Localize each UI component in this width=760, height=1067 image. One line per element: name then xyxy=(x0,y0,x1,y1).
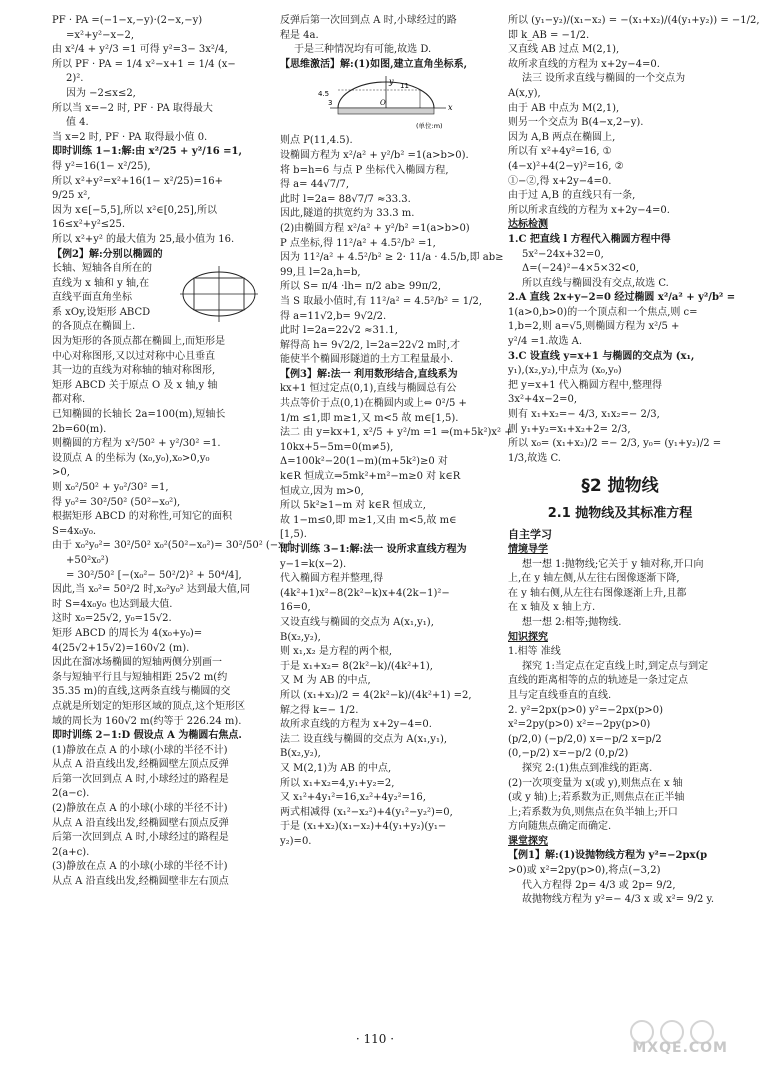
text-line: 共点等价于点(0,1)在椭圆内或上⇔ 0²/5 + xyxy=(280,398,467,410)
text-line: 【例1】解:(1)设抛物线方程为 y²=−2px(p xyxy=(508,850,708,862)
text-line: 都对称. xyxy=(52,394,86,406)
text-line: (4−x)²+4(2−y)²=16, ② xyxy=(508,160,624,172)
text-line: (2)由椭圆方程 x²/a² + y²/b² =1(a>b>0) xyxy=(280,222,470,234)
text-line: 得 y₀²= 30²/50² (50²−x₀²), xyxy=(52,496,181,508)
text-line: 解得高 h= 9√2/2, l=2a=22√2 m时,才 xyxy=(280,339,460,351)
text-line: 两式相减得 (x₁²−x₂²)+4(y₁²−y₂²)=0, xyxy=(280,806,453,818)
text-line: 其一边的直线为对称轴的轴对称图形, xyxy=(52,365,216,377)
text-line: 得 a=11√2,b= 9√2/2. xyxy=(280,310,387,322)
text-line: 1,b=2,则 a=√5,则椭圆方程为 x²/5 + xyxy=(508,321,680,333)
text-line: A(x,y), xyxy=(508,87,541,99)
text-line: 因为 A,B 两点在椭圆上, xyxy=(508,131,616,143)
text-line: 在 y 轴右侧,从左往右图像逐渐上升,且都 xyxy=(508,587,687,599)
text-line: (4k²+1)x²−8(2k²−k)x+4(2k−1)²− xyxy=(280,587,450,599)
page-number: · 110 · xyxy=(355,1032,395,1046)
text-line: 于是三种情况均有可能,故选 D. xyxy=(294,44,432,56)
text-line: 从点 A 沿直线出发,经椭圆壁右顶点反弹 xyxy=(52,817,229,829)
right-text-lines-bottom xyxy=(508,528,732,907)
text-line: 得 y²=16(1− x²/25), xyxy=(52,160,151,172)
text-line: 当 S 取最小值时,有 11²/a² = 4.5²/b² = 1/2, xyxy=(280,295,483,307)
fig2-label-3: 3 xyxy=(328,99,333,108)
text-line: 因为矩形的各顶点都在椭圆上,而矩形是 xyxy=(52,336,226,348)
text-line: 此时 l=2a=22√2 ≈31.1, xyxy=(280,325,398,337)
text-line: 矩形 ABCD 关于原点 O 及 x 轴,y 轴 xyxy=(52,379,218,391)
middle-column xyxy=(280,14,513,849)
text-line: B(x₂,y₂), xyxy=(280,631,321,643)
text-line: 所以 x₀= (x₁+x₂)/2 =− 2/3, y₀= (y₁+y₂)/2 = xyxy=(508,438,722,450)
text-line: 由 x²/4 + y²/3 =1 可得 y²=3− 3x²/4, xyxy=(52,44,228,56)
fig2-label-o: O xyxy=(380,99,386,108)
tunnel-ellipse-figure xyxy=(316,74,466,132)
text-line: 矩形 ABCD 的周长为 4(x₀+y₀)= xyxy=(52,627,203,639)
text-line: 得 a= 44√7/7, xyxy=(280,179,350,191)
text-line: (1)静放在点 A 的小球(小球的半径不计) xyxy=(52,744,228,756)
text-line: 即时训练 3−1:解:法一 设所求直线方程为 xyxy=(280,544,467,555)
text-line: 故抛物线方程为 y²=− 4/3 x 或 x²= 9/2 y. xyxy=(522,894,715,906)
text-line: 因此在溜冰场椭圆的短轴两侧分别画一 xyxy=(52,657,222,669)
text-line: 99,且 l=2a,h=b, xyxy=(280,266,361,278)
text-line: 则点 P(11,4.5). xyxy=(280,135,353,147)
text-line: =x²+y²−x−2, xyxy=(66,29,135,41)
text-line: 直线平面直角坐标 xyxy=(52,292,132,304)
text-line: 因为 x∈[−5,5],所以 x²∈[0,25],所以 xyxy=(52,204,217,216)
text-line: 直线为 x 轴和 y 轴,在 xyxy=(52,277,150,289)
text-line: 从点 A 沿直线出发,经椭圆壁左顶点反弹 xyxy=(52,759,229,771)
text-line: ①−②,得 x+2y−4=0. xyxy=(508,175,612,187)
text-line: 上,在 y 轴左侧,从左往右图像逐渐下降, xyxy=(508,573,680,585)
text-line: 已知椭圆的长轴长 2a=100(m),短轴长 xyxy=(52,409,226,421)
text-line: 所以所求直线的方程为 x+2y−4=0. xyxy=(508,204,670,216)
text-line: 自主学习 xyxy=(508,528,552,542)
text-line: 值 4. xyxy=(66,117,89,129)
text-line: 所以 5k²≥1−m 对 k∈R 恒成立, xyxy=(280,500,426,512)
right-text-lines-top xyxy=(508,14,760,466)
text-line: 又直线 AB 过点 M(2,1), xyxy=(508,44,620,56)
text-line: 代入方程得 2p= 4/3 或 2p= 9/2, xyxy=(522,879,676,891)
middle-text-lines-bottom xyxy=(280,134,513,849)
text-line: 2(a−c). xyxy=(52,788,90,800)
text-line: 法二 由 y=kx+1, x²/5 + y²/m =1 ⇒(m+5k²)x² + xyxy=(280,427,513,439)
text-line: 当 x=2 时, PF · PA 取得最小值 0. xyxy=(52,131,208,143)
text-line: >0, xyxy=(52,467,70,479)
text-line: 根据矩形 ABCD 的对称性,可知它的面积 xyxy=(52,511,232,523)
text-line: 长轴、短轴各自所在的 xyxy=(52,263,152,275)
text-line: 程是 4a. xyxy=(280,29,319,41)
middle-text-lines-top xyxy=(280,14,502,72)
text-line: Δ=(−24)²−4×5×32<0, xyxy=(522,263,640,275)
text-line: = 30²/50² [−(x₀²− 50²/2)² + 50⁴/4], xyxy=(66,569,242,581)
text-line: 从点 A 沿直线出发,经椭圆壁非左右顶点 xyxy=(52,876,229,888)
text-line: 故所求直线的方程为 x+2y−4=0. xyxy=(508,58,660,70)
text-line: +50²x₀²) xyxy=(66,554,109,566)
text-line: 于是 x₁+x₂= 8(2k²−k)/(4k²+1), xyxy=(280,660,433,672)
text-line: 想一想 2:相等;抛物线. xyxy=(522,616,622,628)
text-line: y₂)=0. xyxy=(280,835,312,847)
text-line: Δ=100k²−20(1−m)(m+5k²)≥0 对 xyxy=(280,456,448,468)
text-line: 1(a>0,b>0)的一个顶点和一个焦点,则 c= xyxy=(508,306,698,318)
text-line: 1/3,故选 C. xyxy=(508,452,561,464)
text-line: y²/4 =1.故选 A. xyxy=(508,336,583,348)
text-line: 所以有 x²+4y²=16, ① xyxy=(508,146,612,158)
text-line: y₁),(x₂,y₂),中点为 (x₀,y₀) xyxy=(508,365,622,377)
text-line: >0)或 x²=2py(p>0),将点(−3,2) xyxy=(508,865,661,877)
text-line: 所以 x₁+x₂=4,y₁+y₂=2, xyxy=(280,777,395,789)
text-line: 故 1−m≤0,即 m≥1,又由 m<5,故 m∈ xyxy=(280,514,457,526)
text-line: 于是 (x₁+x₂)(x₁−x₂)+4(y₁+y₂)(y₁− xyxy=(280,821,447,833)
text-line: 法二 设直线与椭圆的交点为 A(x₁,y₁), xyxy=(280,733,448,745)
text-line: 所以 x²+y² 的最大值为 25,最小值为 16. xyxy=(52,233,235,245)
text-line: (2)静放在点 A 的小球(小球的半径不计) xyxy=(52,803,228,815)
text-line: 恒成立,因为 m>0, xyxy=(280,485,364,497)
text-line: 又 M(2,1)为 AB 的中点, xyxy=(280,762,392,774)
text-line: PF · PA =(−1−x,−y)·(2−x,−y) xyxy=(52,15,203,26)
text-line: 5x²−24x+32=0, xyxy=(522,248,604,260)
text-line: 【例3】解:法一 利用数形结合,直线系为 xyxy=(280,368,458,380)
text-line: S=4x₀y₀. xyxy=(52,525,97,537)
text-line: 【例2】解:分别以椭圆的 xyxy=(52,248,163,260)
text-line: 设顶点 A 的坐标为 (x₀,y₀),x₀>0,y₀ xyxy=(52,452,210,464)
text-line: 直线的距离相等的点的轨迹是一条过定点 xyxy=(508,675,688,687)
text-line: 35.35 m)的直线,这两条直线与椭圆的交 xyxy=(52,686,231,698)
text-line: 情境导学 xyxy=(508,544,548,555)
text-line: 所以当 x=−2 时, PF · PA 取得最大 xyxy=(52,102,213,114)
text-line: 所以 (x₁+x₂)/2 = 4(2k²−k)/(4k²+1) =2, xyxy=(280,689,472,701)
text-line: 由于 x₀²y₀²= 30²/50² x₀²(50²−x₀²)= 30²/50² (−x₀⁴ xyxy=(52,540,292,552)
text-line: 将 b=h=6 与点 P 坐标代入椭圆方程, xyxy=(280,164,449,176)
text-line: 知识探究 xyxy=(508,631,548,643)
right-column xyxy=(508,14,760,908)
text-line: 则有 x₁+x₂=− 4/3, x₁x₂=− 2/3, xyxy=(508,409,660,421)
text-line: P 点坐标,得 11²/a² + 4.5²/b² =1, xyxy=(280,237,436,249)
left-text-lines xyxy=(52,14,292,890)
text-line: x²=2py(p>0) x²=−2py(p>0) xyxy=(508,719,651,731)
text-line: 条与短轴平行且与短轴相距 25√2 m(约 xyxy=(52,671,228,683)
text-line: 2b=60(m). xyxy=(52,423,107,435)
text-line: 这时 x₀=25√2, y₀=15√2. xyxy=(52,613,172,625)
text-line: 的各顶点在椭圆上. xyxy=(52,321,136,333)
text-line: 则 x₀²/50² + y₀²/30² =1, xyxy=(52,482,169,493)
text-line: 即时训练 2−1:D 假设点 A 为椭圆右焦点. xyxy=(52,730,242,742)
fig2-road xyxy=(338,108,434,114)
text-line: 探究 1:当定点在定直线上时,到定点与到定 xyxy=(522,660,709,672)
text-line: 则另一个交点为 B(4−x,2−y). xyxy=(508,117,644,129)
text-line: 由于 AB 中点为 M(2,1), xyxy=(508,102,620,114)
text-line: 又 M 为 AB 的中点, xyxy=(280,675,371,687)
text-line: 则 y₁+y₂=x₁+x₂+2= 2/3, xyxy=(508,423,631,435)
text-line: 法三 设所求直线与椭圆的一个交点为 xyxy=(522,73,686,85)
text-line: 此时 l=2a= 88√7/7 ≈33.3. xyxy=(280,193,411,205)
text-line: 后第一次回到点 A 时,小球经过的路程是 xyxy=(52,832,229,844)
text-line: 所以 PF · PA = 1/4 x²−x+1 = 1/4 (x− xyxy=(52,58,236,70)
text-line: 所以 x²+y²=x²+16(1− x²/25)=16+ xyxy=(52,175,223,187)
text-line: 把 y=x+1 代入椭圆方程中,整理得 xyxy=(508,379,662,391)
text-line: 即 k_AB = −1/2. xyxy=(508,29,590,41)
text-line: 设椭圆方程为 x²/a² + y²/b² =1(a>b>0). xyxy=(280,149,469,161)
ellipse-rectangle-figure xyxy=(176,262,262,324)
text-line: 又 x₁²+4y₁²=16,x₂²+4y₂²=16, xyxy=(280,792,426,804)
text-line: 点就是所划定的矩形区域的顶点,这个矩形区 xyxy=(52,700,246,712)
text-line: 3x²+4x−2=0, xyxy=(508,394,578,406)
text-line: 则椭圆的方程为 x²/50² + y²/30² =1. xyxy=(52,438,221,450)
text-line: 则 x₁,x₂ 是方程的两个根, xyxy=(280,646,393,658)
text-line: 因此,隧道的拱宽约为 33.3 m. xyxy=(280,208,415,220)
text-line: 1.相等 准线 xyxy=(508,646,561,658)
text-line: 解之得 k=− 1/2. xyxy=(280,704,359,716)
text-line: 因为 −2≤x≤2, xyxy=(66,87,136,99)
text-line: 能使半个椭圆形隧道的土方工程量最小. xyxy=(280,354,454,366)
text-line: 2)². xyxy=(66,73,84,85)
text-line: 中心对称图形,又以过对称中心且垂直 xyxy=(52,350,216,362)
text-line: 即时训练 1−1:解:由 x²/25 + y²/16 =1, xyxy=(52,146,242,158)
text-line: 2. y²=2px(p>0) y²=−2px(p>0) xyxy=(508,704,664,716)
text-line: 域的周长为 160√2 m(约等于 226.24 m). xyxy=(52,715,242,727)
fig2-label-x: x xyxy=(448,103,453,113)
text-line: 因此,当 x₀²= 50²/2 时,x₀²y₀² 达到最大值,同 xyxy=(52,584,251,596)
text-line: (或 y 轴)上;若系数为正,则焦点在正半轴 xyxy=(508,792,685,804)
text-line: 课堂探究 xyxy=(508,835,548,847)
fig2-unit: (单位:m) xyxy=(416,122,443,131)
text-line: 后第一次回到点 A 时,小球经过的路程是 xyxy=(52,773,229,785)
text-line: 4(25√2+15√2)=160√2 (m). xyxy=(52,642,190,654)
text-line: [1,5). xyxy=(280,529,307,541)
text-line: 代入椭圆方程并整理,得 xyxy=(280,573,384,585)
text-line: (p/2,0) (−p/2,0) x=−p/2 x=p/2 xyxy=(508,733,662,745)
text-line: 系 xOy,设矩形 ABCD xyxy=(52,306,151,318)
text-line: 2(a+c). xyxy=(52,846,90,858)
text-line: kx+1 恒过定点(0,1),直线与椭圆总有公 xyxy=(280,383,457,395)
text-line: 且与定直线垂直的直线. xyxy=(508,689,612,701)
text-line: 因为 11²/a² + 4.5²/b² ≥ 2· 11/a · 4.5/b,即 ab≥ xyxy=(280,252,504,264)
text-line: 反弹后第一次回到点 A 时,小球经过的路 xyxy=(280,15,457,26)
text-line: 16=0, xyxy=(280,602,311,614)
text-line: k∈R 恒成立⇒5mk²+m²−m≥0 对 k∈R xyxy=(280,471,461,483)
text-line: 又设直线与椭圆的交点为 A(x₁,y₁), xyxy=(280,616,434,628)
text-line: 2.A 直线 2x+y−2=0 经过椭圆 x²/a² + y²/b² = xyxy=(508,292,736,304)
text-line: 所以 S= π/4 ·lh= π/2 ab≥ 99π/2, xyxy=(280,281,442,293)
text-line: 达标检测 xyxy=(508,219,548,231)
text-line: (0,−p/2) x=−p/2 (0,p/2) xyxy=(508,748,629,760)
section-title: §2 抛物线 xyxy=(581,476,659,497)
subsection-title: 2.1 抛物线及其标准方程 xyxy=(547,506,693,522)
text-line: 所以 (y₁−y₂)/(x₁−x₂) = −(x₁+x₂)/(4(y₁+y₂)) = −1/2, xyxy=(508,15,760,26)
text-line: 1/m ≤1,即 m≥1,又 m<5 故 m∈[1,5). xyxy=(280,412,459,424)
text-line: 时 S=4x₀y₀ 也达到最大值. xyxy=(52,598,173,610)
text-line: 9/25 x², xyxy=(52,190,91,202)
fig2-label-11: 11 xyxy=(400,82,409,91)
text-line: 故所求直线的方程为 x+2y−4=0. xyxy=(280,719,432,731)
text-line: (3)静放在点 A 的小球(小球的半径不计) xyxy=(52,861,228,873)
text-line: 1.C 把直线 l 方程代入椭圆方程中得 xyxy=(508,233,671,245)
text-line: 10kx+5−5m=0(m≠5), xyxy=(280,441,394,453)
text-line: y−1=k(x−2). xyxy=(280,558,347,570)
text-line: (2)一次项变量为 x(或 y),则焦点在 x 轴 xyxy=(508,777,683,789)
text-line: 探究 2:(1)焦点到准线的距离. xyxy=(522,762,653,774)
text-line: 想一想 1:抛物线;它关于 y 轴对称,开口向 xyxy=(522,558,704,570)
fig2-label-45: 4.5 xyxy=(318,90,330,99)
text-line: 【思维激活】解:(1)如图,建立直角坐标系, xyxy=(280,58,468,70)
text-line: 16≤x²+y²≤25. xyxy=(52,219,126,231)
text-line: 所以直线与椭圆没有交点,故选 C. xyxy=(522,277,669,289)
text-line: 在 x 轴及 x 轴上方. xyxy=(508,602,596,614)
text-line: B(x₂,y₂), xyxy=(280,748,321,760)
text-line: 3.C 设直线 y=x+1 与椭圆的交点为 (x₁, xyxy=(508,350,695,362)
watermark-text: MXQE.COM xyxy=(632,1040,728,1056)
left-column xyxy=(52,14,292,890)
text-line: 方向随焦点确定而确定. xyxy=(508,821,612,833)
fig2-label-y: y xyxy=(389,77,394,87)
text-line: 上;若系数为负,则焦点在负半轴上;开口 xyxy=(508,806,678,818)
text-line: 由于过 A,B 的直线只有一条, xyxy=(508,190,636,202)
